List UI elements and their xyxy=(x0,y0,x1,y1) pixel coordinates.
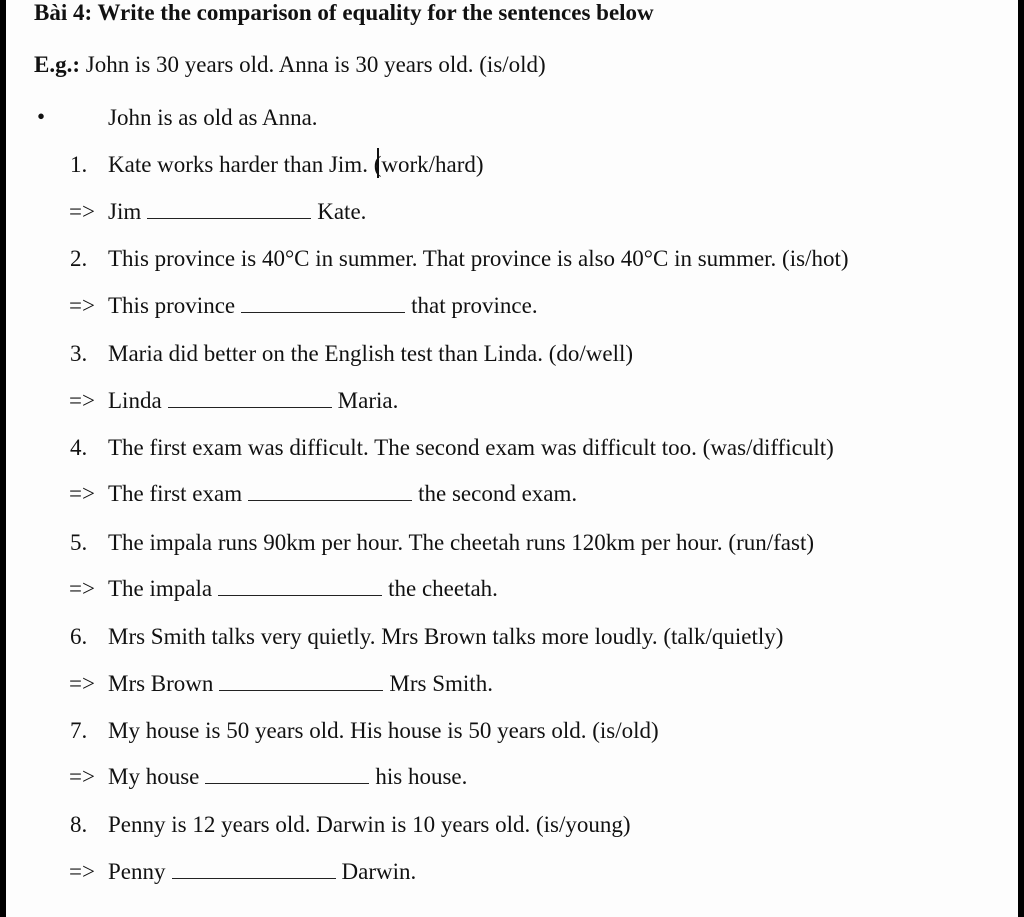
answer-suffix: Mrs Smith. xyxy=(389,671,493,696)
answer-arrow: => xyxy=(69,388,95,413)
answer-blank[interactable] xyxy=(219,672,383,691)
answer-blank[interactable] xyxy=(241,294,405,313)
answer-prefix: Linda xyxy=(108,388,162,413)
answer-line xyxy=(108,575,498,603)
item-question: Penny is 12 years old. Darwin is 10 years old. (is/young) xyxy=(108,812,631,837)
item-number: 8. xyxy=(70,812,88,837)
answer-suffix: his house. xyxy=(375,764,468,789)
answer-prefix: This province xyxy=(108,293,236,318)
answer-prefix: The impala xyxy=(108,576,213,601)
answer-blank[interactable] xyxy=(168,389,332,408)
item-number: 7. xyxy=(70,718,88,743)
item-question: The first exam was difficult. The second exam was difficult too. (was/difficult) xyxy=(108,435,834,460)
answer-prefix: Mrs Brown xyxy=(108,671,214,696)
answer-prefix: My house xyxy=(108,764,200,789)
answer-line xyxy=(108,292,538,320)
answer-suffix: the second exam. xyxy=(418,481,578,506)
answer-prefix: Penny xyxy=(108,859,166,884)
item-number: 5. xyxy=(70,530,88,555)
answer-blank[interactable] xyxy=(248,482,412,501)
answer-arrow: => xyxy=(69,764,95,789)
example-text: John is 30 years old. Anna is 30 years old. (is/old) xyxy=(80,52,546,77)
worksheet-page xyxy=(6,0,1018,917)
answer-suffix: Darwin. xyxy=(341,859,417,884)
item-question: The impala runs 90km per hour. The cheetah runs 120km per hour. (run/fast) xyxy=(108,530,815,555)
answer-suffix: Maria. xyxy=(337,388,399,413)
example-answer: John is as old as Anna. xyxy=(108,105,318,130)
answer-arrow: => xyxy=(69,199,95,224)
answer-line xyxy=(108,198,366,226)
answer-line xyxy=(108,480,577,508)
answer-arrow: => xyxy=(69,671,95,696)
answer-line xyxy=(108,763,467,791)
answer-arrow: => xyxy=(69,293,95,318)
item-number: 3. xyxy=(70,341,88,366)
item-question: Kate works harder than Jim. (work/hard) xyxy=(108,152,484,177)
answer-blank[interactable] xyxy=(172,860,336,879)
answer-blank[interactable] xyxy=(205,765,369,784)
answer-suffix: that province. xyxy=(411,293,538,318)
answer-line xyxy=(108,670,493,698)
answer-prefix: The first exam xyxy=(108,481,243,506)
item-question: Mrs Smith talks very quietly. Mrs Brown talks more loudly. (talk/quietly) xyxy=(108,624,784,649)
answer-line xyxy=(108,387,398,415)
item-number: 4. xyxy=(70,435,88,460)
item-number: 1. xyxy=(70,152,88,177)
item-question: This province is 40°C in summer. That province is also 40°C in summer. (is/hot) xyxy=(108,246,849,271)
example-label: E.g.: xyxy=(34,52,80,77)
answer-blank[interactable] xyxy=(147,200,311,219)
item-question: Maria did better on the English test than Linda. (do/well) xyxy=(108,341,634,366)
bullet-icon: • xyxy=(37,104,46,129)
answer-arrow: => xyxy=(69,859,95,884)
item-number: 2. xyxy=(70,246,88,271)
answer-suffix: the cheetah. xyxy=(388,576,498,601)
item-number: 6. xyxy=(70,624,88,649)
exercise-title: Bài 4: Write the comparison of equality for the sentences below xyxy=(34,0,654,25)
answer-blank[interactable] xyxy=(218,577,382,596)
answer-arrow: => xyxy=(69,481,95,506)
answer-arrow: => xyxy=(69,576,95,601)
item-question: My house is 50 years old. His house is 50 years old. (is/old) xyxy=(108,718,659,743)
answer-line xyxy=(108,858,416,886)
example-line xyxy=(34,51,546,79)
answer-suffix: Kate. xyxy=(317,199,367,224)
answer-prefix: Jim xyxy=(108,199,142,224)
